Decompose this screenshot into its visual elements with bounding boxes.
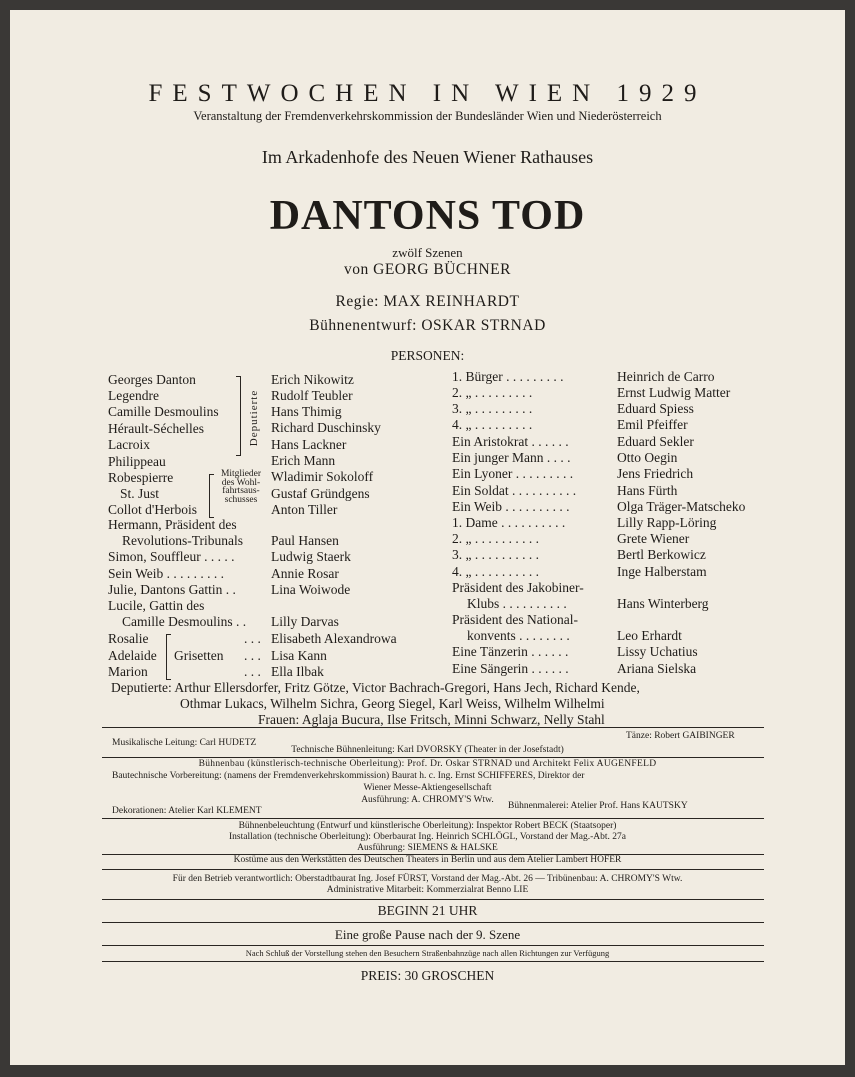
actor: Lilly Rapp-Löring: [617, 515, 717, 530]
role: Präsident des Jakobiner-: [452, 580, 584, 595]
actor: Erich Nikowitz: [271, 372, 354, 387]
role: 2. „ . . . . . . . . .: [452, 385, 533, 400]
installation-credit: Installation (technische Oberleitung): Oberbaurat Ing. Heinrich SCHLÖGL, Vorstand der Mag.-Abt. 27a: [229, 832, 626, 842]
grisettes-brace: [166, 634, 171, 680]
cast-heading: PERSONEN:: [390, 348, 465, 363]
role: Lacroix: [108, 437, 150, 452]
actor: Richard Duschinsky: [271, 420, 381, 435]
role: Ein junger Mann . . . .: [452, 450, 571, 465]
role: 1. Dame . . . . . . . . . .: [452, 515, 566, 530]
role: Georges Danton: [108, 372, 196, 387]
actor: Lilly Darvas: [271, 614, 339, 629]
role: Ein Aristokrat . . . . . .: [452, 434, 569, 449]
costumes-credit: Kostüme aus den Werkstätten des Deutschen Theaters in Berlin und aus dem Atelier Lambert HOFER: [233, 855, 622, 865]
venue-line: Im Arkadenhofe des Neuen Wiener Rathauses: [261, 147, 594, 167]
role: Präsident des National-: [452, 612, 578, 627]
actor: Hans Winterberg: [617, 596, 709, 611]
director-line: Regie: MAX REINHARDT: [335, 293, 520, 310]
role: konvents . . . . . . . .: [467, 628, 570, 643]
actor: Grete Wiener: [617, 531, 690, 546]
deputies-ensemble-line: Othmar Lukacs, Wilhelm Sichra, Georg Siegel, Karl Weiss, Wilhelm Wilhelmi: [180, 696, 605, 711]
role: St. Just: [120, 486, 160, 501]
divider: [102, 869, 764, 870]
role: Klubs . . . . . . . . . .: [467, 596, 567, 611]
role: Eine Sängerin . . . . . .: [452, 661, 569, 676]
actor: Ludwig Staerk: [271, 549, 351, 564]
role: Ein Lyoner . . . . . . . . .: [452, 466, 574, 481]
actor: Eduard Spiess: [617, 401, 694, 416]
play-subtitle: zwölf Szenen: [392, 245, 463, 260]
lighting-credit: Bühnenbeleuchtung (Entwurf und künstlerische Oberleitung): Inspektor Robert BECK (Staatsoper): [238, 821, 617, 831]
grisettes-group-label: Grisetten: [174, 648, 224, 663]
actor: Olga Träger-Matscheko: [617, 499, 746, 514]
actor: Emil Pfeiffer: [617, 417, 688, 432]
stage-painting-credit: Bühnenmalerei: Atelier Prof. Hans KAUTSKY: [508, 801, 688, 811]
deputies-brace: [236, 376, 241, 456]
actor: Eduard Sekler: [617, 434, 694, 449]
actor: Ariana Sielska: [617, 661, 697, 676]
divider: [102, 922, 764, 923]
actor: Hans Thimig: [271, 404, 342, 419]
pause-note: Eine große Pause nach der 9. Szene: [334, 927, 521, 942]
role: Eine Tänzerin . . . . . .: [452, 644, 569, 659]
actor: Lina Woiwode: [271, 582, 351, 597]
construction-prep-credit-cont: Wiener Messe-Aktiengesellschaft: [363, 783, 492, 793]
divider: [102, 757, 764, 758]
role: Julie, Dantons Gattin . .: [108, 582, 236, 597]
role: 3. „ . . . . . . . . .: [452, 401, 533, 416]
operations-credit: Für den Betrieb verantwortlich: Oberstadtbaurat Ing. Josef FÜRST, Vorstand der Mag.-Abt. 26 — Tribünenbau: A. CHROMY'S Wtw.: [172, 874, 683, 884]
dot-leader: . . .: [244, 631, 261, 646]
actor: Heinrich de Carro: [617, 369, 715, 384]
role: 4. „ . . . . . . . . . .: [452, 564, 539, 579]
actor: Paul Hansen: [271, 533, 339, 548]
actor: Hans Lackner: [271, 437, 347, 452]
role: Revolutions-Tribunals: [122, 533, 244, 548]
divider: [102, 945, 764, 946]
actor: Bertl Berkowicz: [617, 547, 706, 562]
role: 2. „ . . . . . . . . . .: [452, 531, 539, 546]
play-title: DANTONS TOD: [269, 193, 586, 239]
actor: Otto Oegin: [617, 450, 678, 465]
divider: [102, 899, 764, 900]
actor: Wladimir Sokoloff: [271, 469, 374, 484]
actor: Erich Mann: [271, 453, 336, 468]
ticket-price: PREIS: 30 GROSCHEN: [360, 968, 495, 983]
role: Camille Desmoulins: [108, 404, 219, 419]
actor: Elisabeth Alexandrowa: [271, 631, 397, 646]
committee-label-line: schusses: [224, 494, 258, 505]
divider: [102, 818, 764, 819]
dot-leader: . . .: [244, 664, 261, 679]
committee-label-line: des Wohl-: [221, 477, 261, 488]
role: Rosalie: [108, 631, 149, 646]
actor: Hans Fürth: [617, 483, 678, 498]
role: Lucile, Gattin des: [108, 598, 205, 613]
stage-design-line: Bühnenentwurf: OSKAR STRNAD: [309, 317, 546, 334]
divider: [102, 727, 764, 728]
stage-build-credit: Bühnenbau (künstlerisch-technische Oberleitung): Prof. Dr. Oskar STRNAD und Architekt Felix AUGENFELD: [198, 759, 657, 769]
committee-label-line: Mitglieder: [220, 469, 262, 479]
actor: Rudolf Teubler: [271, 388, 353, 403]
actor: Ernst Ludwig Matter: [617, 385, 731, 400]
execution-credit: Ausführung: A. CHROMY'S Wtw.: [361, 795, 494, 805]
role: Philippeau: [108, 454, 166, 469]
decorations-credit: Dekorationen: Atelier Karl KLEMENT: [112, 806, 262, 816]
role: Hérault-Séchelles: [108, 421, 204, 436]
actor: Ella Ilbak: [271, 664, 324, 679]
role: Adelaide: [108, 648, 157, 663]
role: 4. „ . . . . . . . . .: [452, 417, 533, 432]
actor: Annie Rosar: [271, 566, 339, 581]
deputies-ensemble-line: Deputierte: Arthur Ellersdorfer, Fritz Götze, Victor Bachrach-Gregori, Hans Jech, Richard Kende,: [111, 680, 640, 695]
actor: Leo Erhardt: [617, 628, 682, 643]
music-credit: Musikalische Leitung: Carl HUDETZ: [112, 738, 257, 748]
divider: [102, 961, 764, 962]
role: Camille Desmoulins . .: [122, 614, 247, 629]
role: Marion: [108, 664, 148, 679]
organizer-line: Veranstaltung der Fremdenverkehrskommission der Bundesländer Wien und Niederösterreich: [193, 109, 662, 123]
committee-group-label: [217, 470, 265, 504]
dot-leader: . . .: [244, 648, 261, 663]
role: Collot d'Herbois: [108, 502, 198, 517]
festival-title: FESTWOCHEN IN WIEN 1929: [148, 80, 707, 107]
admin-credit: Administrative Mitarbeit: Kommerzialrat Benno LIE: [326, 885, 529, 895]
actor: Anton Tiller: [271, 502, 338, 517]
actor: Lissy Uchatius: [617, 644, 698, 659]
women-ensemble-line: Frauen: Aglaja Bucura, Ilse Fritsch, Minni Schwarz, Nelly Stahl: [258, 712, 605, 727]
committee-label-line: fahrtsaus-: [222, 486, 260, 496]
transport-note: Nach Schluß der Vorstellung stehen den Besuchern Straßenbahnzüge nach allen Richtungen zur Verfügung: [245, 948, 610, 958]
role: Sein Weib . . . . . . . . .: [108, 566, 225, 581]
deputies-group-label: Deputierte: [248, 389, 260, 447]
tech-direction-credit: Technische Bühnenleitung: Karl DVORSKY (Theater in der Josefstadt): [291, 745, 564, 755]
committee-brace: [209, 474, 214, 518]
author-line: von GEORG BÜCHNER: [344, 261, 511, 278]
role: Ein Soldat . . . . . . . . . .: [452, 483, 577, 498]
role: Legendre: [108, 388, 159, 403]
actor: Inge Halberstam: [617, 564, 707, 579]
actor: Jens Friedrich: [617, 466, 694, 481]
lighting-execution-credit: Ausführung: SIEMENS & HALSKE: [357, 843, 498, 853]
role: Simon, Souffleur . . . . .: [108, 549, 235, 564]
actor: Gustaf Gründgens: [271, 486, 370, 501]
construction-prep-credit: Bautechnische Vorbereitung: (namens der Fremdenverkehrskommission) Baurat h. c. Ing. Ernst SCHIFFERES, Direktor der: [112, 771, 585, 781]
role: 1. Bürger . . . . . . . . .: [452, 369, 564, 384]
role: 3. „ . . . . . . . . . .: [452, 547, 539, 562]
actor: Lisa Kann: [271, 648, 327, 663]
dance-credit: Tänze: Robert GAIBINGER: [626, 731, 735, 741]
role: Robespierre: [108, 470, 174, 485]
start-time: BEGINN 21 UHR: [377, 903, 478, 918]
role: Hermann, Präsident des: [108, 517, 237, 532]
role: Ein Weib . . . . . . . . . .: [452, 499, 570, 514]
